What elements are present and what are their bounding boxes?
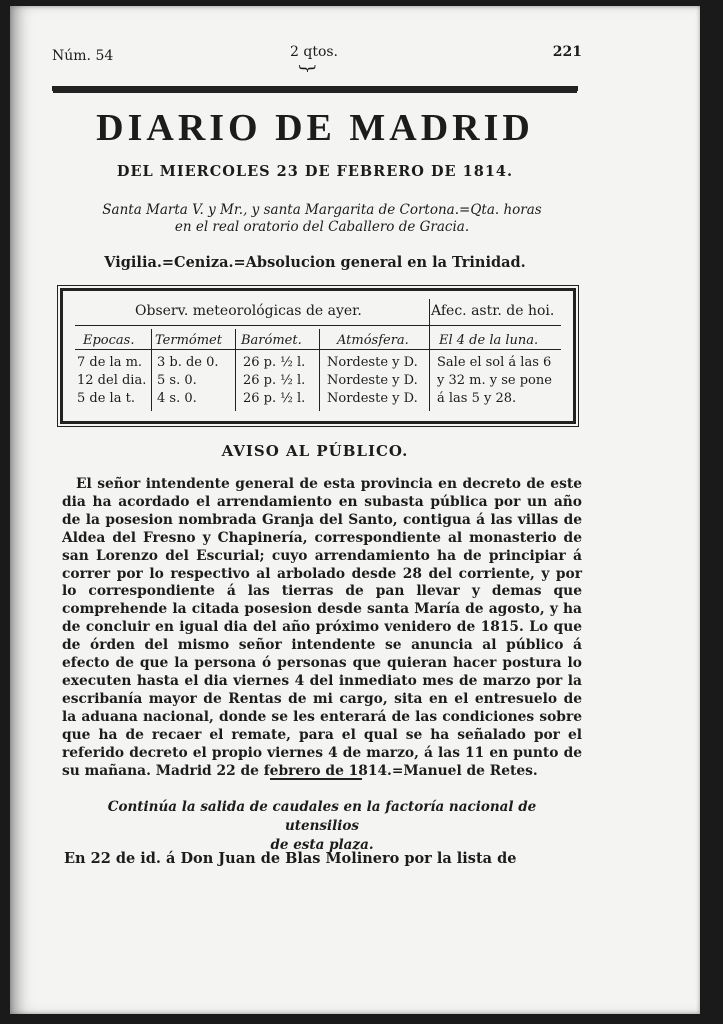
continua-line-1: Continúa la salida de caudales en la factoría nacional de utensilios <box>107 799 537 834</box>
row-2-epoca: 12 del dia. <box>77 373 147 388</box>
saints-of-day <box>72 202 572 236</box>
weather-title: Observ. meteorológicas de ayer. <box>135 303 362 319</box>
luna-line-1: Sale el sol á las 6 <box>437 355 552 370</box>
column-divider <box>319 329 320 411</box>
row-3-baro: 26 p. ½ l. <box>243 391 306 406</box>
vigilia-line: Vigilia.=Ceniza.=Absolucion general en la Trinidad. <box>104 254 526 271</box>
weather-table <box>60 288 576 424</box>
header-line <box>52 44 582 75</box>
col-atmosfera: Atmósfera. <box>337 333 409 348</box>
section-divider <box>270 778 362 780</box>
row-1-epoca: 7 de la m. <box>77 355 143 370</box>
saints-line-1: Santa Marta V. y Mr., y santa Margarita de Cortona.=Qta. horas <box>102 202 542 218</box>
row-3-termo: 4 s. 0. <box>157 391 197 406</box>
row-2-baro: 26 p. ½ l. <box>243 373 306 388</box>
astro-title: Afec. astr. de hoi. <box>431 303 555 319</box>
col-barometro: Barómet. <box>241 333 302 348</box>
luna-line-2: y 32 m. y se pone <box>437 373 552 388</box>
page-number: 221 <box>552 44 582 60</box>
continua-notice <box>72 798 572 855</box>
column-divider <box>429 299 430 411</box>
row-2-termo: 5 s. 0. <box>157 373 197 388</box>
column-divider <box>235 329 236 411</box>
brace-icon: } <box>297 62 319 75</box>
quires-count: 2 qtos. <box>290 44 339 60</box>
table-rule <box>75 349 561 350</box>
saints-line-2: en el real oratorio del Caballero de Gracia. <box>174 219 470 235</box>
luna-line-3: á las 5 y 28. <box>437 391 517 406</box>
column-divider <box>151 329 152 411</box>
aviso-heading: AVISO AL PÚBLICO. <box>221 442 409 460</box>
col-luna: El 4 de la luna. <box>439 333 539 348</box>
double-rule <box>52 86 578 91</box>
row-3-atmos: Nordeste y D. <box>327 391 418 406</box>
aviso-paragraph: El señor intendente general de esta provincia en decreto de este dia ha acordado el arrendamiento en subasta pública por un año de la posesion nombrada Granja del Santo, contigua á las villas de Aldea del Fresno y Chapinería, correspondiente al monasterio de san Lorenzo del Escurial; cuyo arrendamiento ha de principiar á correr por lo respectivo al arbolado desde 28 del corriente, y por lo correspondiente á las tierras de pan llevar y demas que comprehende la citada posesion desde santa María de agosto, y ha de concluir en igual dia del año próximo venidero de 1815. Lo que de órden del mismo señor intendente se anuncia al público á efecto de que la persona ó personas que quieran hacer postura lo executen hasta el dia viernes 4 del inmediato mes de marzo por la escribanía mayor de Rentas de mi cargo, sita en el entresuelo de la aduana nacional, donde se les enterará de las condiciones sobre que ha de recaer el remate, para el qual se ha señalado por el referido decreto el propio viernes 4 de marzo, á las 11 en punto de su mañana. Madrid 22 de febrero de 1814.=Manuel de Retes. <box>62 476 582 779</box>
row-1-termo: 3 b. de 0. <box>157 355 219 370</box>
aviso-body <box>62 476 582 780</box>
col-termometro: Termómet <box>155 333 222 348</box>
closing-line: En 22 de id. á Don Juan de Blas Molinero por la lista de <box>64 850 517 867</box>
row-1-baro: 26 p. ½ l. <box>243 355 306 370</box>
col-epocas: Epocas. <box>83 333 135 348</box>
row-2-atmos: Nordeste y D. <box>327 373 418 388</box>
issue-number: Núm. 54 <box>52 48 114 64</box>
masthead-title: DIARIO DE MADRID <box>96 107 534 149</box>
table-rule <box>75 325 561 326</box>
row-3-epoca: 5 de la t. <box>77 391 135 406</box>
dateline: DEL MIERCOLES 23 DE FEBRERO DE 1814. <box>116 163 514 180</box>
row-1-atmos: Nordeste y D. <box>327 355 418 370</box>
continua-line-2: de esta plaza. <box>270 837 374 853</box>
